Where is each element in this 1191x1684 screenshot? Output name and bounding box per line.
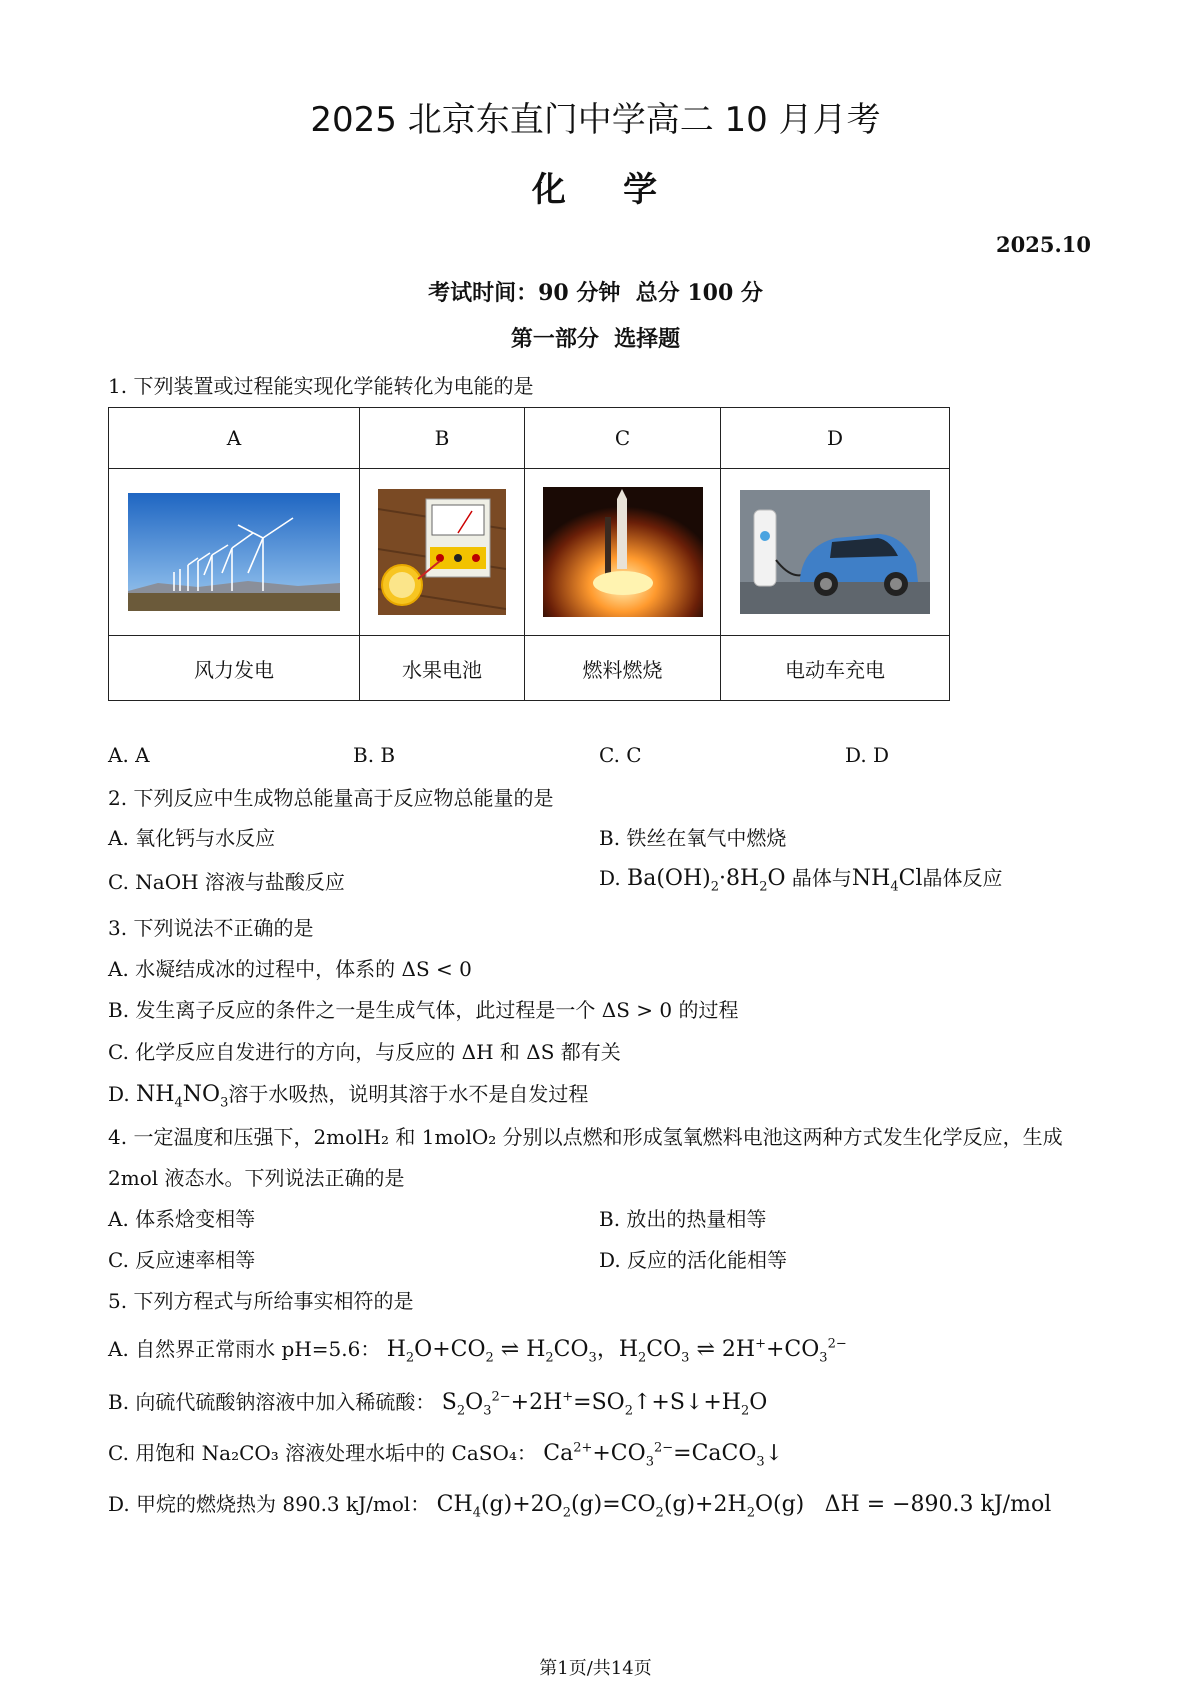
q1-cell-c-image (525, 469, 721, 636)
q4-choice-a: A. 体系焓变相等 (108, 1207, 256, 1231)
rocket-launch-image (543, 487, 703, 617)
q2-choice-c: C. NaOH 溶液与盐酸反应 (108, 870, 345, 894)
q3-choice-d (108, 1078, 589, 1111)
q1-choice-b: B. B (353, 743, 396, 767)
q2-choice-a: A. 氧化钙与水反应 (108, 826, 276, 850)
ammonium-chloride-formula: $NH_4Cl$ (851, 866, 923, 895)
q1-caption-c: 燃料燃烧 (525, 636, 721, 701)
q3-d-text: 溶于水吸热，说明其溶于水不是自发过程 (228, 1082, 589, 1106)
q4-choice-b: B. 放出的热量相等 (599, 1207, 767, 1231)
q5-d-text: D. 甲烷的燃烧热为 890.3 kJ/mol： (108, 1492, 431, 1516)
thiosulfate-equation: $S_2O_3^{2-}+2H^+=SO_2↑+S↓+H_2O$ (441, 1389, 768, 1419)
q3-choice-b: B. 发生离子反应的条件之一是生成气体，此过程是一个 ΔS > 0 的过程 (108, 998, 739, 1022)
q1-caption-b: 水果电池 (360, 636, 525, 701)
enthalpy-change: ΔH = −890.3 kJ/mol (824, 1492, 1052, 1517)
q2-stem: 2. 下列反应中生成物总能量高于反应物总能量的是 (108, 786, 554, 810)
q5-b-text: B. 向硫代硫酸钠溶液中加入稀硫酸： (108, 1390, 436, 1414)
barium-hydroxide-formula: $Ba(OH)_2\cdot 8H_2O$ (627, 866, 786, 895)
q1-col-a: A (109, 408, 360, 469)
q2-choice-d (599, 862, 1003, 895)
q2-d-prefix: D. (599, 866, 621, 890)
wind-turbine-image (128, 493, 340, 611)
q5-choice-c (108, 1437, 784, 1470)
q4-stem-line1: 4. 一定温度和压强下，2molH₂ 和 1molO₂ 分别以点燃和形成氢氧燃料电池这两种方式发生化学反应，生成 (108, 1125, 1063, 1149)
subject-title: 化 学 (531, 170, 660, 210)
exam-info: 考试时间：90 分钟 总分 100 分 (428, 280, 763, 306)
section-title: 第一部分 选择题 (510, 326, 681, 352)
q1-choice-d: D. D (845, 743, 890, 767)
q1-cell-a-image (109, 469, 360, 636)
q1-choice-c: C. C (599, 743, 642, 767)
q5-choice-a (108, 1332, 847, 1366)
fruit-battery-image (378, 489, 506, 615)
q1-choice-a: A. A (108, 743, 150, 767)
methane-combustion-equation: $CH_4(g)+2O_2(g)=CO_2(g)+2H_2O(g)$ (436, 1492, 805, 1521)
exam-date: 2025.10 (996, 232, 1091, 257)
q5-choice-b (108, 1386, 768, 1419)
ammonium-nitrate-formula: $NH_4NO_3$ (136, 1082, 229, 1111)
q1-caption-d: 电动车充电 (721, 636, 950, 701)
q1-col-c: C (525, 408, 721, 469)
q3-choice-c: C. 化学反应自发进行的方向，与反应的 ΔH 和 ΔS 都有关 (108, 1040, 621, 1064)
q4-stem-line2: 2mol 液态水。下列说法正确的是 (108, 1166, 405, 1190)
page-footer: 第1页/共14页 (539, 1658, 652, 1679)
q4-choice-c: C. 反应速率相等 (108, 1248, 256, 1272)
carbonic-acid-equilibrium: $H_2O+CO_2$ ⇌ $H_2CO_3$，$H_2CO_3$ ⇌ $2H^++CO_3^{2-}$ (386, 1336, 847, 1366)
calcium-carbonate-equation: $Ca^{2+}+CO_3^{2-}=CaCO_3↓$ (543, 1440, 784, 1470)
q3-d-prefix: D. (108, 1082, 130, 1106)
q1-col-d: D (721, 408, 950, 469)
q5-a-text: A. 自然界正常雨水 pH=5.6： (108, 1337, 381, 1361)
electric-car-image (740, 490, 930, 614)
q5-stem: 5. 下列方程式与所给事实相符的是 (108, 1289, 414, 1313)
q3-choice-a: A. 水凝结成冰的过程中，体系的 ΔS < 0 (108, 957, 472, 981)
q5-c-text: C. 用饱和 Na₂CO₃ 溶液处理水垢中的 CaSO₄： (108, 1441, 537, 1465)
q5-choice-d (108, 1488, 1052, 1521)
q1-cell-d-image (721, 469, 950, 636)
q4-choice-d: D. 反应的活化能相等 (599, 1248, 788, 1272)
q1-col-b: B (360, 408, 525, 469)
q2-d-text2: 晶体反应 (922, 866, 1003, 890)
q1-stem: 1. 下列装置或过程能实现化学能转化为电能的是 (108, 374, 534, 398)
q2-choice-b: B. 铁丝在氧气中燃烧 (599, 826, 787, 850)
q2-d-text1: 晶体与 (791, 866, 852, 890)
q1-caption-a: 风力发电 (109, 636, 360, 701)
q1-cell-b-image (360, 469, 525, 636)
q3-stem: 3. 下列说法不正确的是 (108, 916, 314, 940)
exam-title: 2025 北京东直门中学高二 10 月月考 (310, 100, 881, 140)
q1-options-table (108, 407, 950, 701)
